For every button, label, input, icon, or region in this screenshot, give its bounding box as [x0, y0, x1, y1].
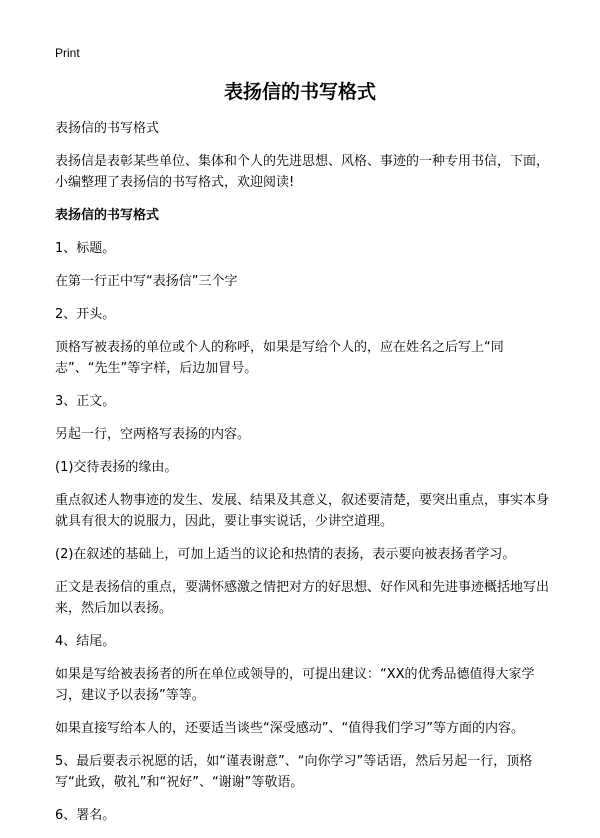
print-link[interactable]: Print [55, 46, 80, 60]
document-title: 表扬信的书写格式 [223, 81, 376, 103]
paragraph: 顶格写被表扬的单位或个人的称呼，如果是写给个人的，应在姓名之后写上“同志”、“先生”等字样，后边加冒号。 [55, 340, 504, 376]
item-heading-ending: 4、结尾。 [55, 634, 116, 649]
paragraph: 5、最后要表示祝愿的话，如“谨表谢意”、“向你学习”等话语，然后另起一行，顶格写“此致，敬礼”和“祝好”、“谢谢”等敬语。 [55, 754, 533, 790]
paragraph: 正文是表扬信的重点，要满怀感激之情把对方的好思想、好作风和先进事迹概括地写出来，然后加以表扬。 [55, 580, 550, 616]
paragraph: 如果直接写给本人的，还要适当谈些“深受感动”、“值得我们学习”等方面的内容。 [55, 721, 524, 736]
paragraph: 在第一行正中写“表扬信”三个字 [55, 274, 238, 289]
paragraph: 如果是写给被表扬者的所在单位或领导的，可提出建议：“XX的优秀品德值得大家学习，建议予以表扬”等等。 [55, 667, 535, 703]
paragraph: 另起一行，空两格写表扬的内容。 [55, 427, 251, 442]
subtitle-text: 表扬信的书写格式 [55, 121, 160, 136]
item-heading-signature: 6、署名。 [55, 808, 116, 823]
item-heading-body: 3、正文。 [55, 394, 116, 409]
paragraph: (1)交待表扬的缘由。 [55, 460, 178, 475]
paragraph: 重点叙述人物事迹的发生、发展、结果及其意义，叙述要清楚，要突出重点，事实本身就具有很大的说服力，因此，要让事实说话，少讲空道理。 [55, 493, 550, 529]
item-heading-title: 1、标题。 [55, 241, 116, 256]
section-heading: 表扬信的书写格式 [55, 208, 160, 223]
document-body [55, 118, 550, 838]
paragraph: (2)在叙述的基础上，可加上适当的议论和热情的表扬，表示要向被表扬者学习。 [55, 547, 516, 562]
intro-paragraph: 表扬信是表彰某些单位、集体和个人的先进思想、风格、事迹的一种专用书信，下面，小编整理了表扬信的书写格式，欢迎阅读! [55, 154, 550, 190]
item-heading-opening: 2、开头。 [55, 307, 116, 322]
